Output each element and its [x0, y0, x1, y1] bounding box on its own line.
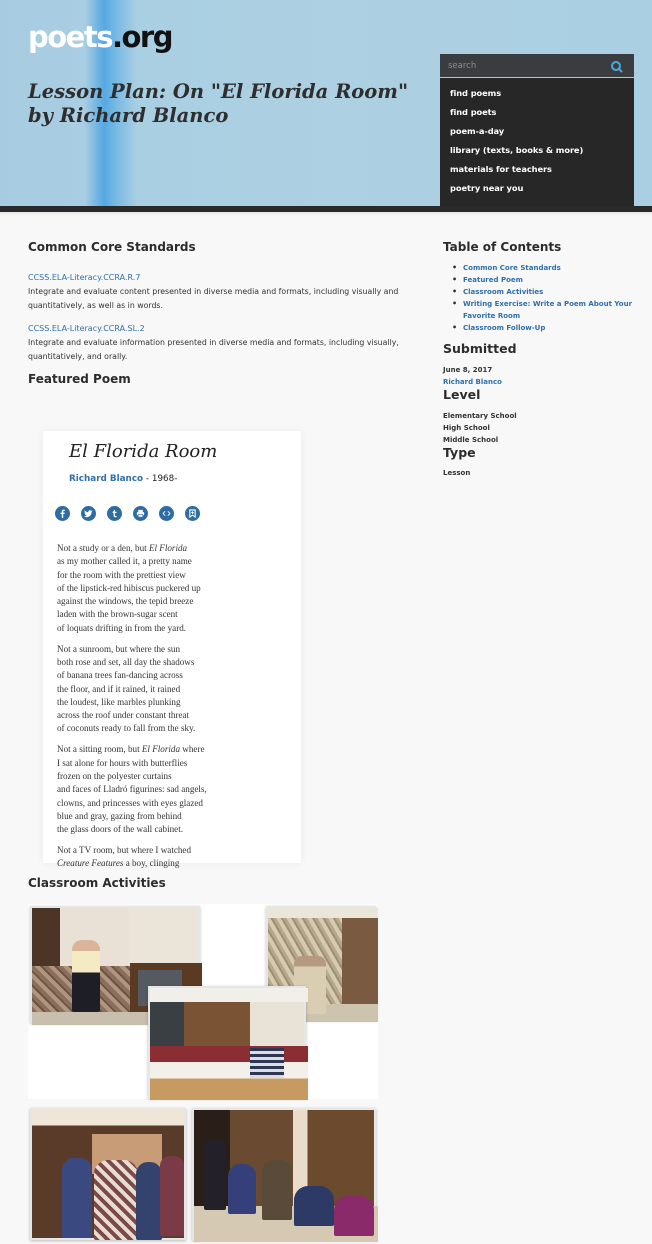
standard-item — [28, 322, 423, 364]
nav-item-poem-a-day[interactable]: poem-a-day — [450, 126, 505, 136]
photo-women-dancing — [30, 1108, 186, 1240]
poem-line: clowns, and princesses with eyes glazed — [57, 797, 203, 808]
poem-line: Not a study or a den, but El Florida — [57, 543, 188, 553]
tumblr-icon[interactable] — [107, 506, 122, 521]
poem-line: for the room with the prettiest view — [57, 569, 186, 580]
poem-stanza — [57, 844, 297, 871]
poem-title[interactable]: El Florida Room — [69, 441, 218, 462]
submitted-heading: Submitted — [443, 341, 517, 356]
classroom-activities-heading: Classroom Activities — [28, 876, 166, 890]
site-nav — [440, 54, 634, 206]
photo-collage-2 — [28, 1106, 378, 1244]
submitted-date: June 8, 2017 — [443, 366, 493, 374]
featured-poem-heading: Featured Poem — [28, 372, 131, 386]
bookmark-icon[interactable] — [185, 506, 200, 521]
standard-description: Integrate and evaluate information presented in diverse media and formats, including visually, quantitatively, and orally. — [28, 338, 399, 361]
type-value: Lesson — [443, 469, 471, 477]
toc-item-writing-exercise[interactable]: • Writing Exercise: Write a Poem About Your Favorite Room — [463, 298, 638, 322]
print-icon[interactable] — [133, 506, 148, 521]
level-heading: Level — [443, 387, 481, 402]
nav-item-library[interactable]: library (texts, books & more) — [450, 145, 584, 155]
poem-stanza — [57, 643, 297, 736]
photo-group-seated — [192, 1108, 376, 1240]
twitter-icon[interactable] — [81, 506, 96, 521]
poem-line: the loudest, like marbles plunking — [57, 696, 181, 707]
search-box — [440, 54, 634, 78]
embed-icon[interactable] — [159, 506, 174, 521]
site-logo[interactable] — [28, 20, 172, 54]
photo-family-dinner — [148, 986, 306, 1098]
toc-item-common-core[interactable]: • Common Core Standards — [463, 262, 638, 274]
toc-heading: Table of Contents — [443, 240, 562, 254]
hero-shadow — [0, 212, 652, 216]
table-of-contents — [463, 262, 638, 334]
poem-line: Not a sitting room, but El Florida where — [57, 744, 205, 755]
toc-item-classroom-activities[interactable]: • Classroom Activities — [463, 286, 638, 298]
standard-code-link[interactable]: CCSS.ELA-Literacy.CCRA.SL.2 — [28, 324, 145, 333]
page-title: Lesson Plan: On "El Florida Room" by Richard Blanco — [28, 80, 409, 127]
toc-item-featured-poem[interactable]: • Featured Poem — [463, 274, 638, 286]
poem-line: against the windows, the tepid breeze — [57, 596, 194, 607]
photo-collage — [28, 904, 378, 1099]
poem-line: frozen on the polyester curtains — [57, 770, 172, 781]
type-heading: Type — [443, 445, 476, 460]
standard-item — [28, 271, 423, 313]
poem-author-dates: - 1968- — [143, 474, 178, 484]
poem-text — [57, 542, 297, 878]
level-item: Elementary School — [443, 412, 517, 420]
poem-line: both rose and set, all day the shadows — [57, 656, 195, 667]
poem-line: of banana trees fan-dancing across — [57, 670, 183, 681]
common-core-heading: Common Core Standards — [28, 240, 196, 254]
nav-item-poetry-near-you[interactable]: poetry near you — [450, 183, 524, 193]
nav-item-materials-for-teachers[interactable]: materials for teachers — [450, 164, 552, 174]
standard-description: Integrate and evaluate content presented in diverse media and formats, including visually and quantitatively, as well as in words. — [28, 287, 399, 310]
poem-line: Creature Features a boy, clinging — [57, 858, 180, 869]
poem-line: blue and gray, gazing from behind — [57, 810, 182, 821]
nav-list — [450, 86, 583, 200]
toc-item-classroom-follow-up[interactable]: • Classroom Follow-Up — [463, 322, 638, 334]
poem-line: and faces of Lladró figurines: sad angels, — [57, 784, 207, 795]
poem-line: Not a sunroom, but where the sun — [57, 643, 180, 654]
poem-line: as my mother called it, a pretty name — [57, 556, 192, 567]
poem-line: of coconuts ready to fall from the sky. — [57, 723, 196, 734]
poem-embed-card[interactable] — [43, 431, 301, 869]
poem-line: of the lipstick-red hibiscus puckered up — [57, 582, 201, 593]
standard-code-link[interactable]: CCSS.ELA-Literacy.CCRA.R.7 — [28, 273, 141, 282]
poem-stanza — [57, 542, 297, 635]
search-icon[interactable] — [610, 59, 624, 73]
logo-part-org: .org — [111, 20, 172, 54]
logo-part-poets: poets — [28, 20, 112, 54]
search-input[interactable] — [448, 58, 598, 74]
poem-stanza — [57, 743, 297, 836]
poem-line: the floor, and if it rained, it rained — [57, 683, 181, 694]
level-item: High School — [443, 424, 490, 432]
poem-line: Not a TV room, but where I watched — [57, 845, 192, 856]
share-icons — [55, 506, 200, 521]
nav-item-find-poets[interactable]: find poets — [450, 107, 497, 117]
level-item: Middle School — [443, 436, 499, 444]
poem-line: across the roof under constant threat — [57, 710, 190, 721]
facebook-icon[interactable] — [55, 506, 70, 521]
poem-line: laden with the brown-sugar scent — [57, 609, 178, 620]
poem-line: the glass doors of the wall cabinet. — [57, 824, 184, 835]
submitted-by-link[interactable]: Richard Blanco — [443, 378, 502, 386]
poem-author-link[interactable]: Richard Blanco — [69, 474, 144, 484]
nav-item-find-poems[interactable]: find poems — [450, 88, 502, 98]
poem-byline — [69, 474, 177, 484]
poem-line: I sat alone for hours with butterflies — [57, 757, 188, 768]
poem-line: of loquats drifting in from the yard. — [57, 622, 187, 633]
